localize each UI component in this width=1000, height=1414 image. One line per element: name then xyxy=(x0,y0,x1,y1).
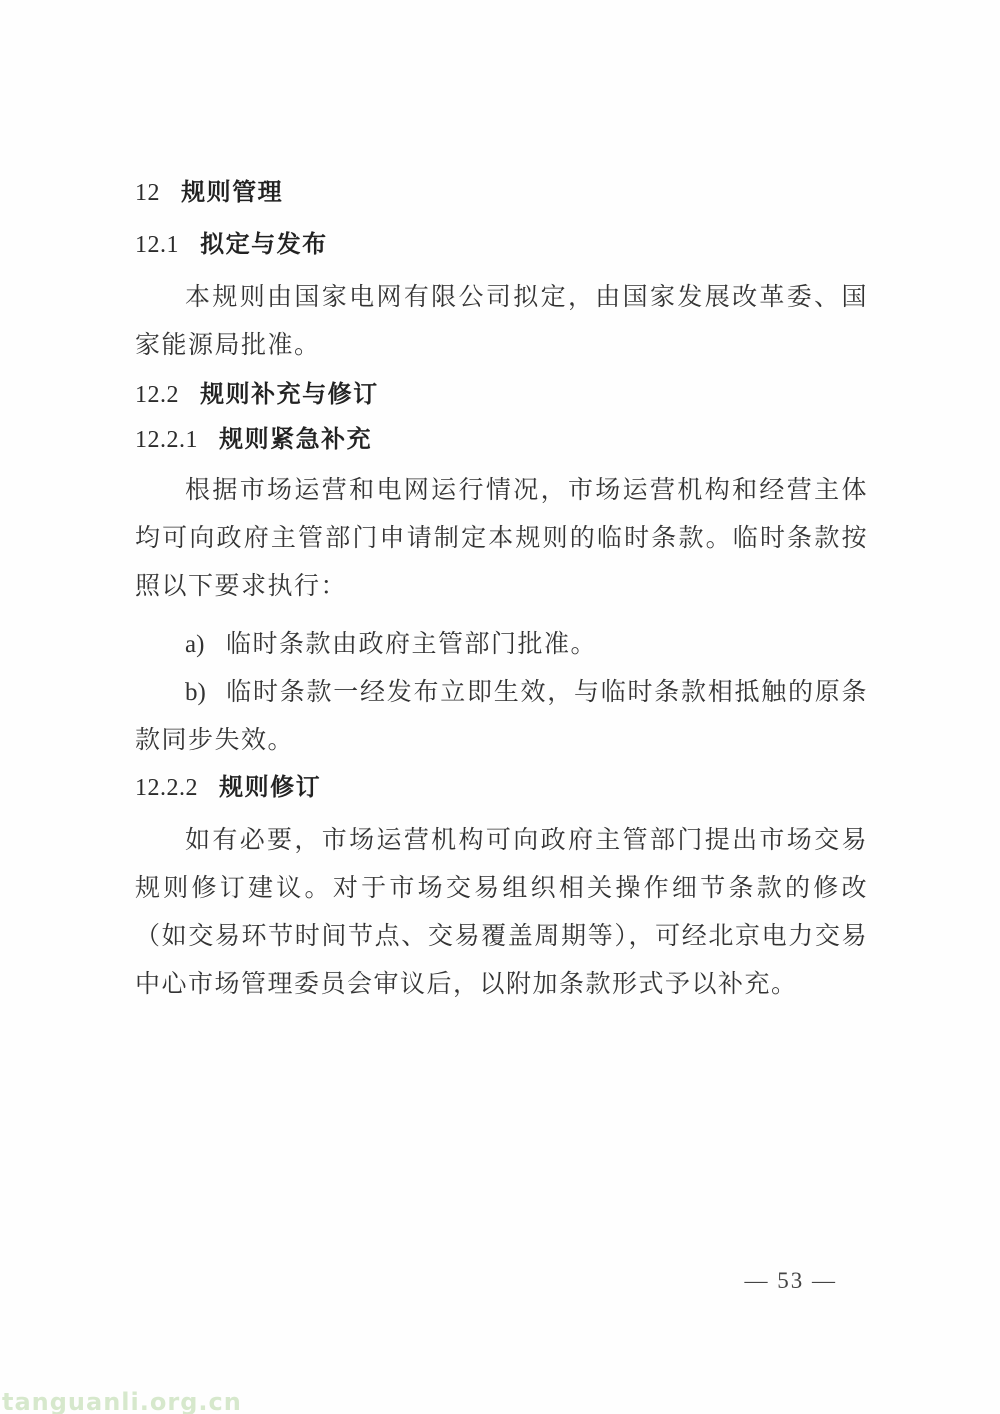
section-number: 12.1 xyxy=(135,232,179,258)
section-title: 规则补充与修订 xyxy=(200,381,379,408)
section-title: 规则修订 xyxy=(219,774,322,801)
list-marker-b: b) xyxy=(185,679,206,706)
paragraph-formulation-publication: 本规则由国家电网有限公司拟定，由国家发展改革委、国家能源局批准。 xyxy=(135,284,868,359)
section-heading-12-2 xyxy=(135,380,868,410)
section-number: 12.2.2 xyxy=(135,775,198,801)
section-title: 规则紧急补充 xyxy=(219,426,373,453)
section-title: 规则管理 xyxy=(181,179,284,206)
section-heading-12-2-1 xyxy=(135,425,868,455)
section-heading-12-2-2 xyxy=(135,773,868,803)
section-title: 拟定与发布 xyxy=(200,231,328,258)
list-marker-a: a) xyxy=(185,631,205,658)
page-content xyxy=(135,178,868,1009)
list-item-text: 临时条款由政府主管部门批准。 xyxy=(226,631,598,658)
paragraph-rule-revision: 如有必要，市场运营机构可向政府主管部门提出市场交易规则修订建议。对于市场交易组织相关操作细节条款的修改（如交易环节时间节点、交易覆盖周期等），可经北京电力交易中心市场管理委员会审议后，以附加条款形式予以补充。 xyxy=(135,827,868,998)
section-number: 12.2.1 xyxy=(135,427,198,453)
section-heading-12 xyxy=(135,178,868,208)
list-item-a xyxy=(135,621,868,669)
section-number: 12 xyxy=(135,180,160,206)
list-item-b xyxy=(135,669,868,765)
section-number: 12.2 xyxy=(135,382,179,408)
page-number: — 53 — xyxy=(744,1268,837,1293)
section-heading-12-1 xyxy=(135,230,868,260)
list-item-text: 临时条款一经发布立即生效，与临时条款相抵触的原条款同步失效。 xyxy=(135,679,868,754)
paragraph-emergency-supplement: 根据市场运营和电网运行情况，市场运营机构和经营主体均可向政府主管部门申请制定本规则的临时条款。临时条款按照以下要求执行： xyxy=(135,477,868,600)
watermark-text: tanguanli.org.cn xyxy=(2,1388,242,1414)
